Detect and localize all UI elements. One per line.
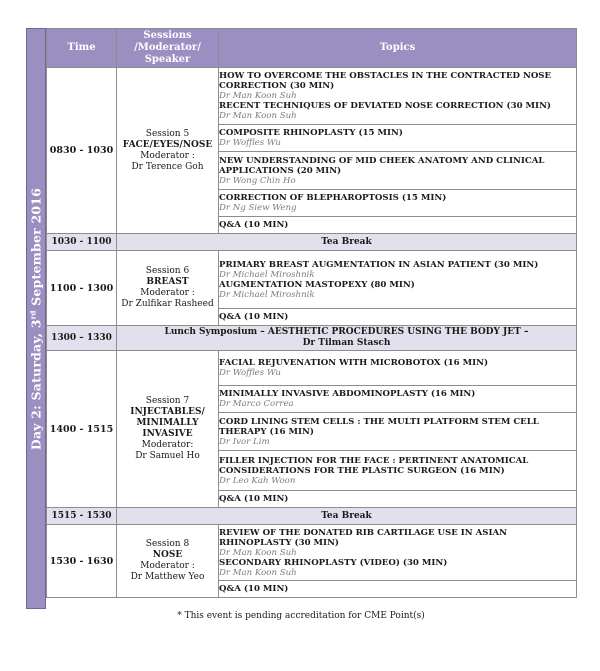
topic-cell	[219, 491, 577, 508]
session-name: FACE/EYES/NOSE	[122, 139, 213, 150]
lunch-symposium	[117, 326, 577, 351]
table-row	[47, 508, 577, 525]
tea-break-2: Tea Break	[117, 508, 577, 525]
session-5	[117, 68, 219, 234]
table-row	[47, 234, 577, 251]
topic-title: FILLER INJECTION FOR THE FACE : PERTINENT ANATOMICAL CONSIDERATIONS FOR THE PLASTIC SURGEON (16 MIN)	[219, 455, 529, 476]
topic-speaker: Dr Woffles Wu	[219, 138, 281, 148]
topic-speaker: Dr Michael Miroshnik	[219, 289, 315, 300]
topic-speaker: Dr Ng Siew Weng	[219, 203, 297, 213]
topic-title: RECENT TECHNIQUES OF DEVIATED NOSE CORRECTION (30 MIN)	[219, 101, 551, 111]
session-title: Session 6	[145, 266, 190, 276]
moderator-label: Moderator :	[140, 150, 195, 161]
footnote: * This event is pending accreditation for CME Point(s)	[177, 611, 425, 621]
topic-speaker: Dr Man Koon Suh	[219, 567, 297, 578]
topic-cell	[219, 190, 577, 217]
topic-cell	[219, 581, 577, 598]
topic-speaker: Dr Leo Kah Woon	[219, 475, 296, 486]
topic-title: HOW TO OVERCOME THE OBSTACLES IN THE CONTRACTED NOSE CORRECTION (30 MIN)	[219, 71, 552, 91]
session-name: INJECTABLES/ MINIMALLY INVASIVE	[130, 407, 205, 439]
lunch-title: Lunch Symposium – AESTHETIC PROCEDURES USING THE BODY JET –	[164, 327, 529, 337]
topic-title: SECONDARY RHINOPLASTY (VIDEO) (30 MIN)	[219, 557, 448, 568]
topic-speaker: Dr Man Koon Suh	[219, 91, 297, 101]
day-label-bar	[26, 28, 46, 609]
moderator-label: Moderator :	[140, 561, 195, 571]
topic-cell	[219, 413, 577, 451]
time-lunch: 1300 – 1330	[47, 326, 117, 351]
table-row	[47, 326, 577, 351]
topic-title: FACIAL REJUVENATION WITH MICROBOTOX (16 MIN)	[219, 358, 489, 368]
topic-title: Q&A (10 MIN)	[219, 584, 289, 594]
topic-title: REVIEW OF THE DONATED RIB CARTILAGE USE IN ASIAN RHINOPLASTY (30 MIN)	[219, 527, 508, 548]
topic-cell	[219, 68, 577, 125]
topic-speaker: Dr Man Koon Suh	[219, 547, 297, 558]
moderator-name: Dr Matthew Yeo	[130, 572, 205, 582]
session-title: Session 7	[145, 396, 190, 406]
time-s8: 1530 - 1630	[47, 525, 117, 598]
session-title: Session 5	[145, 128, 190, 139]
time-s7: 1400 - 1515	[47, 351, 117, 508]
topic-cell	[219, 351, 577, 386]
moderator-name: Dr Zulfikar Rasheed	[121, 299, 214, 309]
topic-cell	[219, 309, 577, 326]
table-row	[47, 351, 577, 386]
topic-speaker: Dr Michael Miroshnik	[219, 269, 315, 280]
topic-speaker: Dr Woffles Wu	[219, 368, 281, 378]
topic-title: PRIMARY BREAST AUGMENTATION IN ASIAN PATIENT (30 MIN)	[219, 259, 539, 270]
header-time: Time	[47, 29, 117, 68]
table-row	[47, 68, 577, 125]
moderator-label: Moderator:	[141, 440, 194, 450]
session-title: Session 8	[145, 539, 190, 549]
topic-speaker: Dr Marco Correa	[219, 399, 294, 409]
topic-title: Q&A (10 MIN)	[219, 312, 289, 322]
topic-cell	[219, 525, 577, 581]
topic-cell	[219, 152, 577, 190]
topic-cell	[219, 451, 577, 491]
session-7	[117, 351, 219, 508]
topic-speaker: Dr Ivor Lim	[219, 436, 270, 447]
header-row	[47, 29, 577, 68]
topic-title: CORD LINING STEM CELLS : THE MULTI PLATFORM STEM CELL THERAPY (16 MIN)	[219, 416, 539, 437]
topic-cell	[219, 217, 577, 234]
topic-speaker: Dr Wong Chin Ho	[219, 175, 296, 186]
time-tea2: 1515 - 1530	[47, 508, 117, 525]
table-row	[47, 525, 577, 581]
time-tea1: 1030 - 1100	[47, 234, 117, 251]
session-6	[117, 251, 219, 326]
header-sessions: Sessions /Moderator/ Speaker	[117, 29, 219, 68]
time-s6: 1100 - 1300	[47, 251, 117, 326]
topic-cell	[219, 125, 577, 152]
topic-speaker: Dr Man Koon Suh	[219, 111, 297, 121]
header-topics: Topics	[219, 29, 577, 68]
topic-title: MINIMALLY INVASIVE ABDOMINOPLASTY (16 MIN)	[219, 389, 476, 399]
session-name: NOSE	[152, 550, 183, 560]
topic-title: Q&A (10 MIN)	[219, 220, 289, 230]
session-8	[117, 525, 219, 598]
topic-title: CORRECTION OF BLEPHAROPTOSIS (15 MIN)	[219, 193, 447, 203]
topic-title: Q&A (10 MIN)	[219, 494, 289, 504]
session-name: BREAST	[146, 277, 189, 287]
moderator-label: Moderator :	[140, 288, 195, 298]
topic-cell	[219, 251, 577, 309]
topic-title: AUGMENTATION MASTOPEXY (80 MIN)	[219, 279, 415, 290]
topic-cell	[219, 386, 577, 413]
tea-break-1: Tea Break	[117, 234, 577, 251]
topic-title: COMPOSITE RHINOPLASTY (15 MIN)	[219, 128, 403, 138]
day-label: Day 2: Saturday, 3rd September 2016	[28, 187, 44, 450]
moderator-name: Dr Terence Goh	[131, 161, 204, 172]
time-s5: 0830 - 1030	[47, 68, 117, 234]
topic-title: NEW UNDERSTANDING OF MID CHEEK ANATOMY AND CLINICAL APPLICATIONS (20 MIN)	[219, 155, 545, 176]
moderator-name: Dr Samuel Ho	[135, 451, 200, 461]
table-row	[47, 251, 577, 309]
schedule-table	[46, 28, 577, 598]
lunch-speaker: Dr Tilman Stasch	[302, 338, 391, 348]
